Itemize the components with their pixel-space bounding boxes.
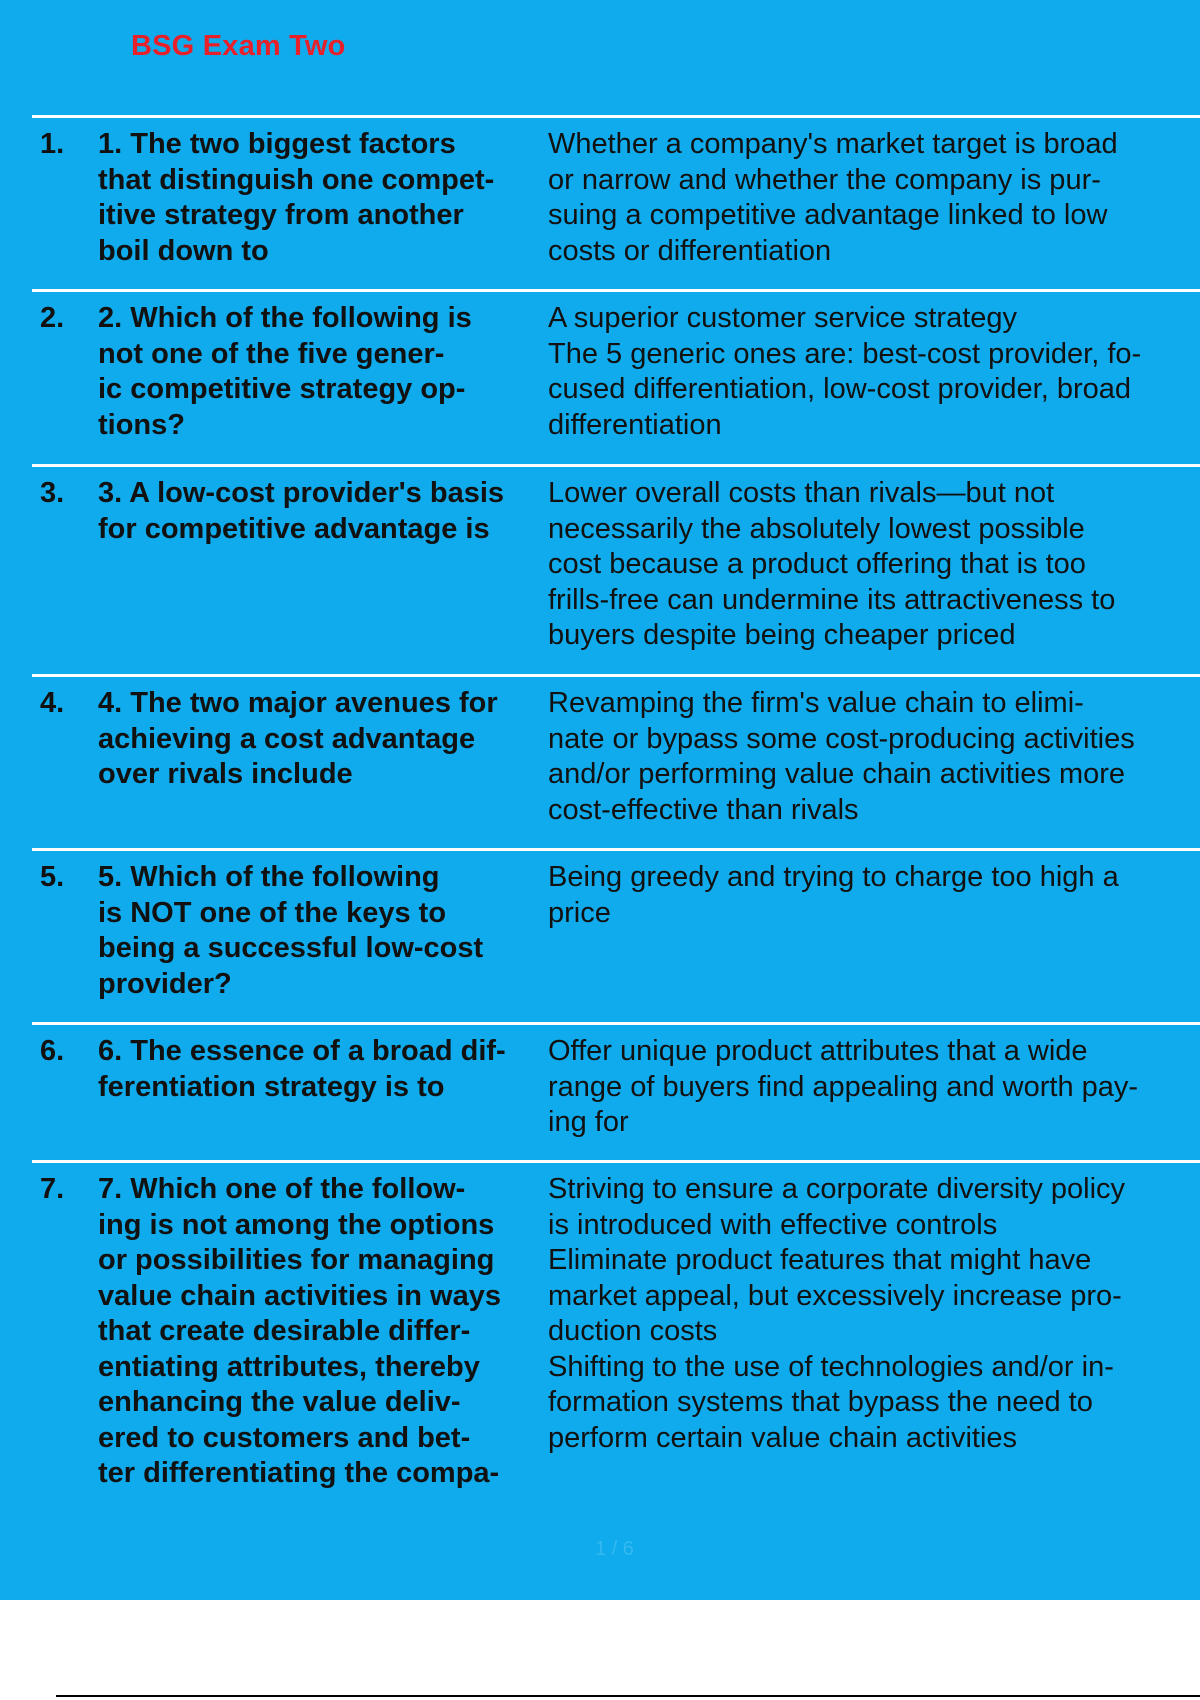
question-line: is NOT one of the keys to — [98, 896, 447, 929]
question-line: entiating attributes, thereby — [98, 1350, 480, 1383]
item-number: 1. — [40, 128, 65, 160]
question-line: ic competitive strategy op- — [98, 373, 466, 405]
answer-line: market appeal, but excessively increase pro- — [548, 1279, 1122, 1312]
answer-line: is introduced with effective controls — [548, 1208, 998, 1241]
answer-line: A superior customer service strategy — [548, 302, 1018, 334]
answer-text — [548, 1172, 1198, 1456]
answer-line: costs or differentiation — [548, 234, 832, 267]
answer-text — [548, 686, 1198, 828]
divider — [32, 289, 1200, 292]
answer-line: Offer unique product attributes that a wide — [548, 1035, 1088, 1067]
answer-line: formation systems that bypass the need to — [548, 1386, 1093, 1418]
item-number: 7. — [40, 1173, 65, 1205]
answer-line: perform certain value chain activities — [548, 1421, 1018, 1454]
answer-line: frills-free can undermine its attractiveness to — [548, 583, 1116, 616]
divider — [32, 464, 1200, 467]
question-line: enhancing the value deliv- — [98, 1386, 461, 1418]
item-number: 6. — [40, 1035, 65, 1067]
question-line: boil down to — [98, 234, 269, 267]
answer-text — [548, 1034, 1198, 1141]
item-number: 5. — [40, 861, 65, 893]
question-line: provider? — [98, 967, 232, 1000]
question-line: tions? — [98, 408, 185, 441]
answer-line: Striving to ensure a corporate diversity policy — [548, 1173, 1126, 1205]
answer-line: cused differentiation, low-cost provider, broad — [548, 373, 1132, 405]
question-line: ter differentiating the compa- — [98, 1457, 500, 1489]
divider — [32, 115, 1200, 118]
answer-line: price — [548, 896, 611, 929]
question-line: over rivals include — [98, 758, 353, 790]
question-line: 2. Which of the following is — [98, 302, 472, 334]
question-line: for competitive advantage is — [98, 512, 490, 545]
question-line: ing is not among the options — [98, 1208, 495, 1241]
question-text — [98, 860, 543, 1002]
item-number: 2. — [40, 302, 65, 334]
divider — [32, 1160, 1200, 1163]
divider — [32, 1022, 1200, 1025]
question-text — [98, 476, 543, 547]
question-line: that create desirable differ- — [98, 1315, 471, 1347]
answer-text — [548, 476, 1198, 654]
question-line: not one of the five gener- — [98, 337, 445, 370]
question-line: 4. The two major avenues for — [98, 687, 498, 719]
divider — [32, 848, 1200, 851]
answer-line: cost-effective than rivals — [548, 793, 859, 826]
answer-line: or narrow and whether the company is pur- — [548, 163, 1101, 196]
answer-line: differentiation — [548, 408, 722, 441]
question-text — [98, 127, 543, 269]
answer-text — [548, 301, 1198, 443]
question-text — [98, 686, 543, 793]
question-line: ferentiation strategy is to — [98, 1070, 445, 1103]
question-line: that distinguish one compet- — [98, 163, 495, 196]
question-line: or possibilities for managing — [98, 1244, 495, 1276]
answer-line: range of buyers find appealing and worth pay- — [548, 1070, 1139, 1103]
divider — [32, 674, 1200, 677]
answer-line: suing a competitive advantage linked to low — [548, 199, 1108, 231]
question-line: ered to customers and bet- — [98, 1421, 471, 1454]
answer-line: necessarily the absolutely lowest possible — [548, 512, 1085, 545]
question-line: 3. A low-cost provider's basis — [98, 477, 505, 509]
answer-line: Lower overall costs than rivals—but not — [548, 477, 1055, 509]
item-number: 3. — [40, 477, 65, 509]
document-title: BSG Exam Two — [131, 30, 346, 62]
question-text — [98, 1172, 543, 1492]
question-line: 6. The essence of a broad dif- — [98, 1035, 506, 1067]
question-line: being a successful low-cost — [98, 932, 484, 964]
answer-line: buyers despite being cheaper priced — [548, 619, 1016, 651]
question-line: 5. Which of the following — [98, 861, 440, 893]
answer-line: Eliminate product features that might have — [548, 1244, 1092, 1276]
answer-text — [548, 127, 1198, 269]
question-line: 7. Which one of the follow- — [98, 1173, 466, 1205]
answer-line: Shifting to the use of technologies and/or in- — [548, 1350, 1114, 1383]
question-line: achieving a cost advantage — [98, 722, 476, 755]
answer-line: ing for — [548, 1106, 629, 1138]
page-number: 1 / 6 — [595, 1538, 634, 1560]
bottom-divider — [56, 1695, 1200, 1697]
answer-line: duction costs — [548, 1315, 718, 1347]
answer-line: The 5 generic ones are: best-cost provider, fo- — [548, 337, 1142, 370]
question-text — [98, 301, 543, 443]
answer-line: cost because a product offering that is too — [548, 548, 1086, 580]
question-text — [98, 1034, 543, 1105]
answer-line: Being greedy and trying to charge too high a — [548, 861, 1119, 893]
answer-line: nate or bypass some cost-producing activities — [548, 722, 1135, 755]
answer-line: and/or performing value chain activities more — [548, 758, 1126, 790]
answer-line: Whether a company's market target is broad — [548, 128, 1118, 160]
answer-line: Revamping the firm's value chain to elimi- — [548, 687, 1084, 719]
question-line: value chain activities in ways — [98, 1279, 501, 1312]
item-number: 4. — [40, 687, 65, 719]
question-line: 1. The two biggest factors — [98, 128, 456, 160]
question-line: itive strategy from another — [98, 199, 464, 231]
answer-text — [548, 860, 1198, 931]
